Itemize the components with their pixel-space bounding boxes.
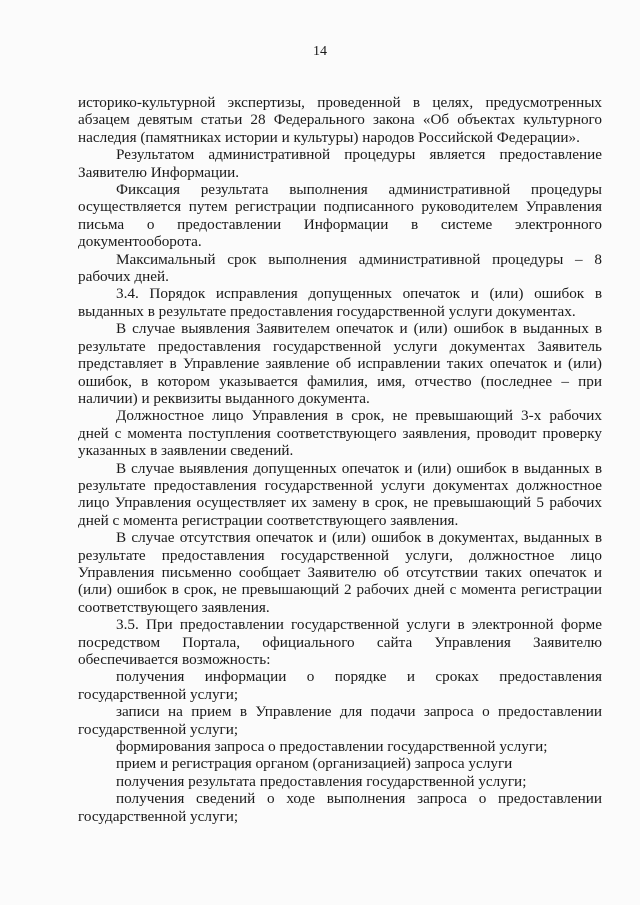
paragraph: Результатом административной процедуры является предоставление Заявителю Информации.: [78, 146, 602, 181]
paragraph: Максимальный срок выполнения административной процедуры – 8 рабочих дней.: [78, 250, 602, 286]
paragraph: 3.4. Порядок исправления допущенных опечаток и (или) ошибок в выданных в результате предоставления государственной услуги документах.: [78, 285, 602, 320]
paragraph: Фиксация результата выполнения административной процедуры осуществляется путем регистрации подписанного руководителем Управления письма о предоставлении Информации в системе электронного документооборота.: [78, 181, 602, 251]
page-number: 14: [313, 44, 327, 59]
paragraph: получения результата предоставления государственной услуги;: [116, 772, 527, 790]
paragraph: Должностное лицо Управления в срок, не превышающий 3-х рабочих дней с момента поступления соответствующего заявления, проводит проверку указанных в заявлении сведений.: [78, 407, 602, 460]
paragraph: записи на прием в Управление для подачи запроса о предоставлении государственной услуги;: [78, 703, 602, 738]
paragraph: В случае выявления допущенных опечаток и (или) ошибок в выданных в результате предоставления государственной услуги документах должностное лицо Управления осуществляет их замену в срок, не превышающий 5 рабочих дней с момента регистрации соответствующего заявления.: [78, 459, 602, 529]
paragraph: В случае выявления Заявителем опечаток и (или) ошибок в выданных в результате предоставления государственной услуги документах Заявитель представляет в Управление заявление об исправлении таких опечаток и (или) ошибок, в котором указывается фамилия, имя, отчество (последнее – при наличии) и реквизиты выданного документа.: [78, 320, 602, 407]
paragraph: формирования запроса о предоставлении государственной услуги;: [116, 738, 548, 756]
paragraph: историко-культурной экспертизы, проведенной в целях, предусмотренных абзацем девятым статьи 28 Федерального закона «Об объектах культурного наследия (памятниках истории и культуры) народов Российской Федерации».: [78, 94, 602, 146]
document-body: [78, 94, 602, 825]
paragraph: прием и регистрация органом (организацией) запроса услуги: [116, 755, 513, 773]
paragraph: 3.5. При предоставлении государственной услуги в электронной форме посредством Портала, официального сайта Управления Заявителю обеспечивается возможность:: [78, 616, 602, 668]
paragraph: получения информации о порядке и сроках предоставления государственной услуги;: [78, 668, 602, 703]
paragraph: В случае отсутствия опечаток и (или) ошибок в документах, выданных в результате предоставления государственной услуги, должностное лицо Управления письменно сообщает Заявителю об отсутствии таких опечаток и (или) ошибок в срок, не превышающий 2 рабочих дней с момента регистрации соответствующего заявления.: [78, 529, 602, 616]
paragraph: получения сведений о ходе выполнения запроса о предоставлении государственной услуги;: [78, 790, 602, 825]
